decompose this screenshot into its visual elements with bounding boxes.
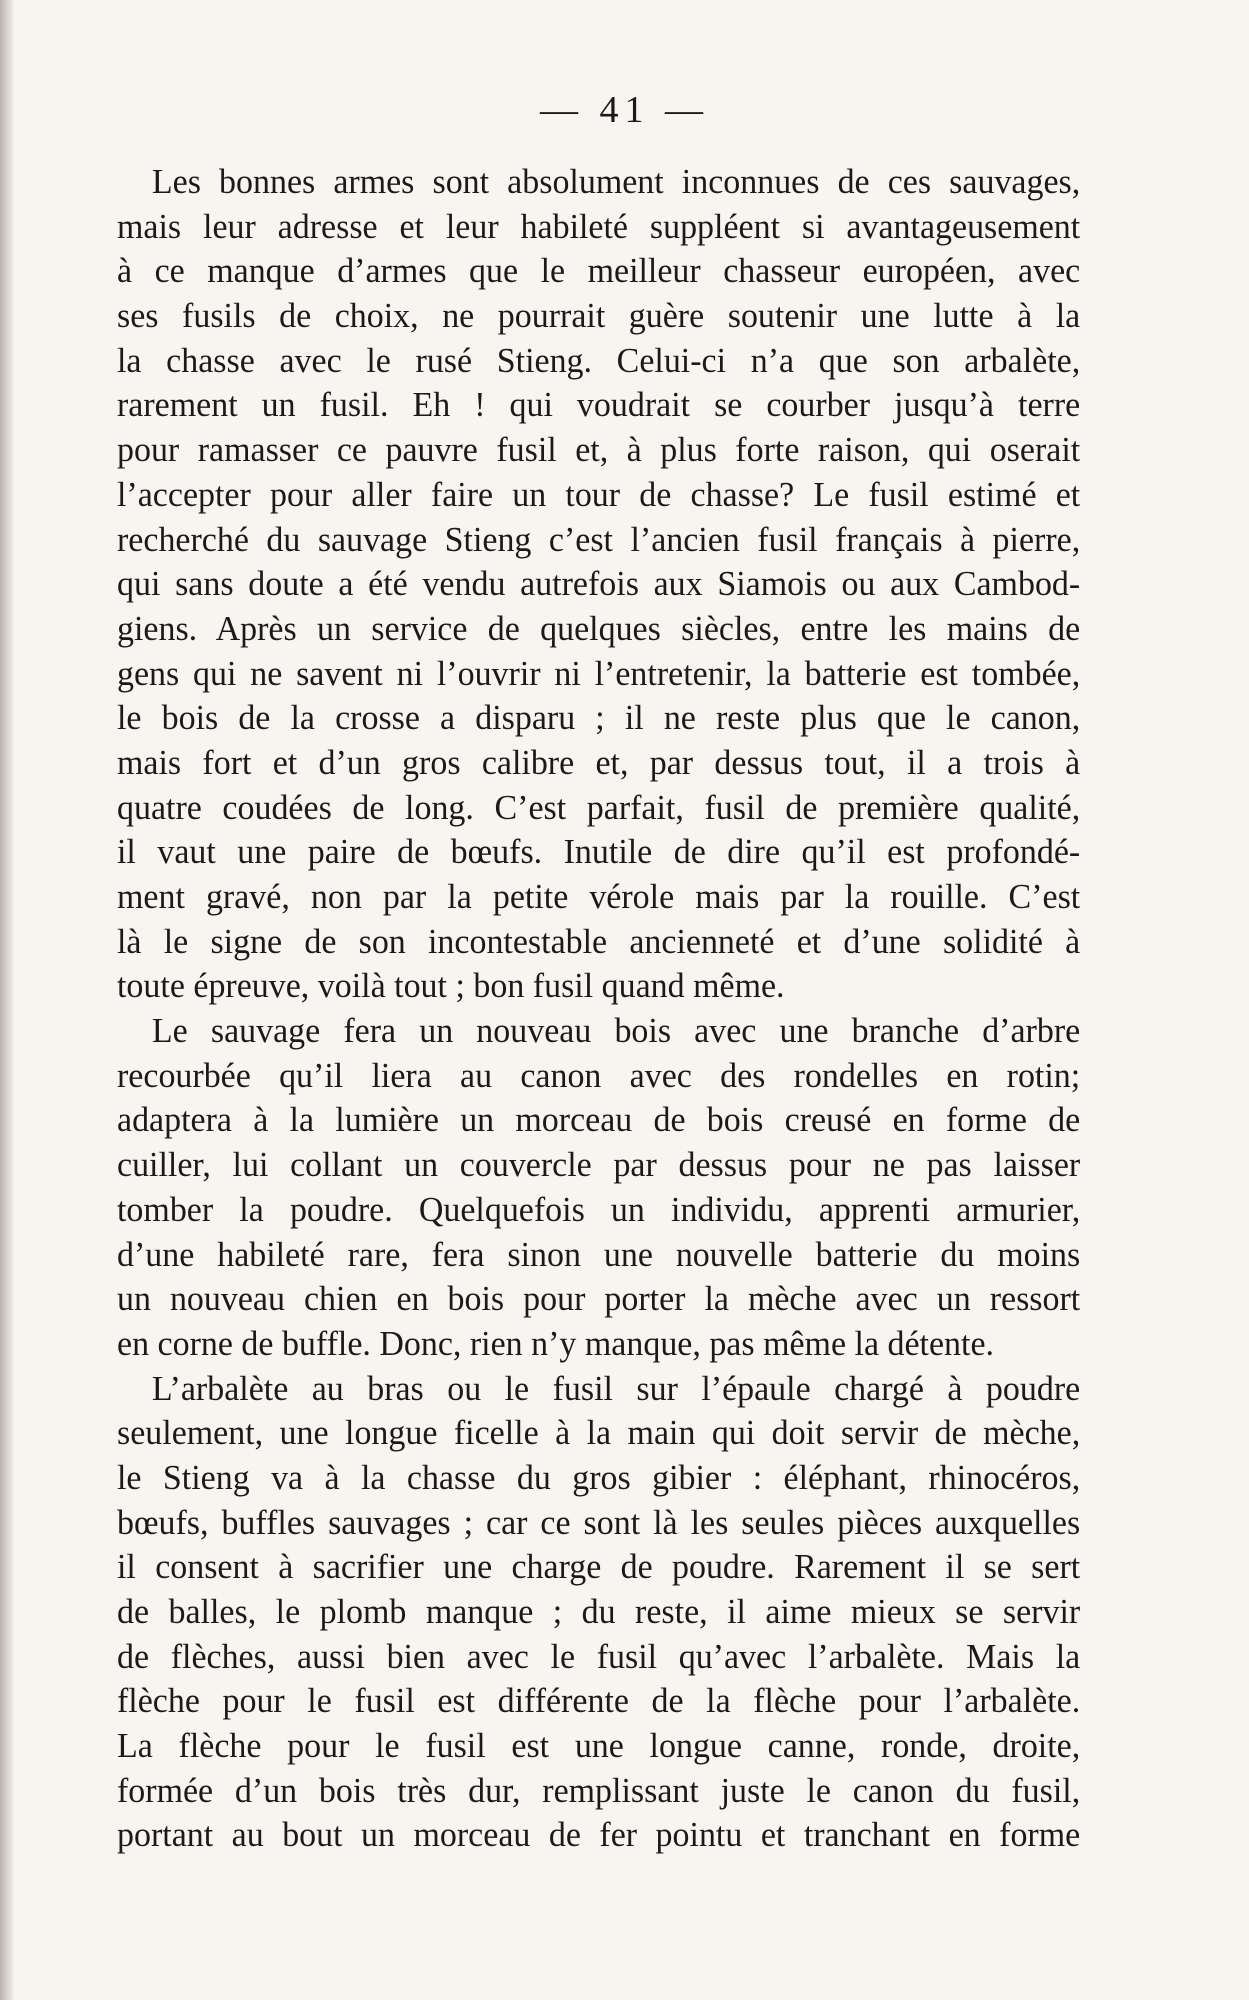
paragraph (117, 1367, 1110, 1859)
text-line: Le sauvage fera un nouveau bois avec une branche d’arbre (151, 1011, 1081, 1051)
text-line: mais fort et d’un gros calibre et, par dessus tout, il a trois à (117, 742, 1081, 782)
text-line: cuiller, lui collant un couvercle par dessus pour ne pas laisser (117, 1145, 1081, 1185)
text-line: qui sans doute a été vendu autrefois aux Siamois ou aux Cambod- (117, 564, 1081, 604)
text-line: recourbée qu’il liera au canon avec des rondelles en rotin; (117, 1055, 1081, 1095)
text-line: flèche pour le fusil est différente de la flèche pour l’arbalète. (117, 1681, 1081, 1721)
text-line: le Stieng va à la chasse du gros gibier : éléphant, rhinocéros, (117, 1457, 1081, 1497)
text-line: la chasse avec le rusé Stieng. Celui-ci n’a que son arbalète, (117, 340, 1081, 380)
text-line: tomber la poudre. Quelquefois un individu, apprenti armurier, (117, 1189, 1081, 1229)
text-line: il consent à sacrifier une charge de poudre. Rarement il se sert (117, 1547, 1081, 1587)
text-line: à ce manque d’armes que le meilleur chasseur européen, avec (117, 251, 1081, 291)
body-text (117, 160, 1110, 1858)
text-line: il vaut une paire de bœufs. Inutile de dire qu’il est profondé- (117, 832, 1081, 872)
text-line: pour ramasser ce pauvre fusil et, à plus forte raison, qui oserait (117, 430, 1081, 470)
text-line: bœufs, buffles sauvages ; car ce sont là les seules pièces auxquelles (117, 1502, 1081, 1542)
text-line: d’une habileté rare, fera sinon une nouvelle batterie du moins (117, 1234, 1081, 1274)
text-line: adaptera à la lumière un morceau de bois creusé en forme de (117, 1100, 1081, 1140)
text-line: giens. Après un service de quelques siècles, entre les mains de (117, 608, 1081, 648)
text-line: gens qui ne savent ni l’ouvrir ni l’entretenir, la batterie est tombée, (117, 653, 1081, 693)
text-line: le bois de la crosse a disparu ; il ne reste plus que le canon, (117, 698, 1081, 738)
text-line: ment gravé, non par la petite vérole mais par la rouille. C’est (117, 877, 1081, 916)
text-line: de flèches, aussi bien avec le fusil qu’avec l’arbalète. Mais la (117, 1636, 1081, 1676)
text-line: L’arbalète au bras ou le fusil sur l’épaule chargé à poudre (151, 1368, 1081, 1408)
text-line: l’accepter pour aller faire un tour de chasse? Le fusil estimé et (117, 474, 1081, 514)
text-line: en corne de buffle. Donc, rien n’y manque, pas même la détente. (117, 1323, 995, 1363)
paragraph (117, 160, 1110, 1009)
text-line: Les bonnes armes sont absolument inconnues de ces sauvages, (151, 162, 1081, 201)
text-line: toute épreuve, voilà tout ; bon fusil quand même. (117, 966, 785, 1006)
text-line: mais leur adresse et leur habileté suppléent si avantageusement (117, 206, 1081, 246)
text-line: là le signe de son incontestable ancienneté et d’une solidité à (117, 921, 1081, 961)
text-line: La flèche pour le fusil est une longue canne, ronde, droite, (117, 1726, 1081, 1766)
paragraph (117, 1009, 1110, 1367)
text-line: rarement un fusil. Eh ! qui voudrait se courber jusqu’à terre (117, 385, 1081, 425)
text-line: un nouveau chien en bois pour porter la mèche avec un ressort (117, 1279, 1081, 1319)
text-line: recherché du sauvage Stieng c’est l’ancien fusil français à pierre, (117, 519, 1081, 559)
text-line: formée d’un bois très dur, remplissant juste le canon du fusil, (117, 1770, 1081, 1810)
page-number: — 41 — (540, 89, 709, 131)
text-line: portant au bout un morceau de fer pointu et tranchant en forme (117, 1815, 1081, 1855)
page-binding-edge (0, 0, 14, 2000)
text-line: quatre coudées de long. C’est parfait, fusil de première qualité, (117, 787, 1081, 827)
text-line: de balles, le plomb manque ; du reste, il aime mieux se servir (117, 1592, 1081, 1631)
text-line: ses fusils de choix, ne pourrait guère soutenir une lutte à la (117, 296, 1081, 336)
text-line: seulement, une longue ficelle à la main qui doit servir de mèche, (117, 1413, 1081, 1453)
